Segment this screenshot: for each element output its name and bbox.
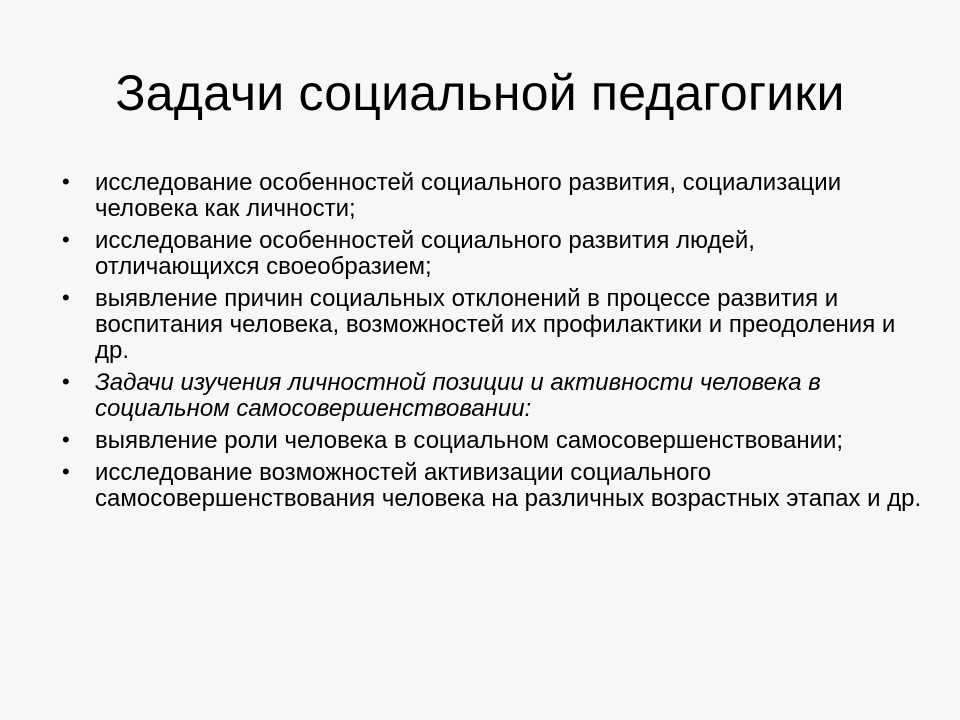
- bullet-icon: •: [62, 459, 70, 484]
- bullet-text: выявление роли человека в социальном самосовершенствовании;: [95, 427, 844, 454]
- bullet-item-heading: [62, 370, 922, 422]
- bullet-icon: •: [62, 427, 70, 452]
- bullet-text: выявление причин социальных отклонений в процессе развития и воспитания человека, возможностей их профилактики и преодоления и др.: [95, 285, 896, 364]
- bullet-item: [62, 460, 922, 512]
- bullet-item: [62, 170, 922, 222]
- bullet-list: [62, 170, 922, 518]
- bullet-item: [62, 286, 922, 364]
- bullet-icon: •: [62, 369, 70, 394]
- bullet-text: исследование возможностей активизации социального самосовершенствования человека на различных возрастных этапах и др.: [95, 459, 922, 512]
- bullet-icon: •: [62, 227, 70, 252]
- bullet-text: Задачи изучения личностной позиции и активности человека в социальном самосовершенствовании:: [95, 369, 821, 422]
- bullet-text: исследование особенностей социального развития людей, отличающихся своеобразием;: [95, 227, 755, 280]
- bullet-text: исследование особенностей социального развития, социализации человека как личности;: [95, 169, 842, 222]
- bullet-icon: •: [62, 169, 70, 194]
- bullet-item: [62, 428, 922, 454]
- bullet-icon: •: [62, 285, 70, 310]
- slide-title: Задачи социальной педагогики: [115, 65, 845, 121]
- bullet-item: [62, 228, 922, 280]
